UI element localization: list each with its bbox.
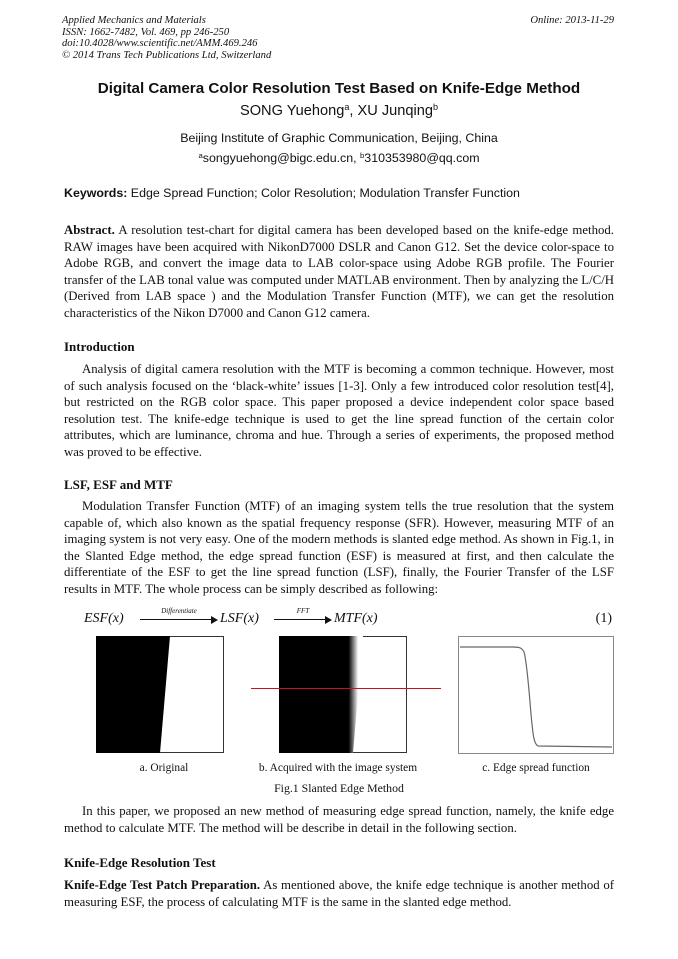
sampling-line [251,688,441,689]
lsf-paragraph: Modulation Transfer Function (MTF) of an imaging system tells the true resolution that the system capable of, which also known as the spatial frequency response (SFR). However, measuring MTF of an imaging system is not very easy. One of the modern methods is slanted edge method. As shown in Fig.1, in the Slanted Edge method, the edge spread function (ESF) is measured at first, and then calculate the differentiate of the ESF to get the line spread function (LSF), finally, the Fourier Transfer of the LSF results in MTF. The whole process can be simply described as following: [64,499,614,596]
arrow-label-differentiate: Differentiate [161,607,197,615]
online-date: Online: 2013-11-29 [530,15,614,26]
author-separator: , [349,103,358,119]
figure-panel-original [96,636,224,753]
equation-lsf: LSF(x) [220,611,259,626]
section-heading-knife-edge: Knife-Edge Resolution Test [64,855,216,870]
author-name: XU Junqing [357,103,433,119]
black-slanted-region [96,636,170,753]
differentiate-arrow [140,607,218,629]
method-intro-paragraph: In this paper, we proposed an new method of measuring edge spread function, namely, the knife edge method to calculate MTF. The method will be describe in detail in the following section. [64,804,614,835]
email-superscript: b [360,150,365,160]
running-header [62,15,614,61]
equation-esf: ESF(x) [84,611,124,626]
arrow-shaft [140,619,212,620]
caption-b: b. Acquired with the image system [258,762,418,774]
email-link[interactable]: songyuehong@bigc.edu.cn [202,151,354,165]
equation-number: (1) [595,611,612,626]
email-superscript: a [198,150,203,160]
arrow-head-icon [211,616,218,624]
journal-name: Applied Mechanics and Materials [62,15,206,26]
keywords [64,186,614,200]
fft-arrow [274,607,332,629]
abstract-paragraph [64,222,614,322]
figure-panel-edge-spread [458,636,614,754]
figure-title: Fig.1 Slanted Edge Method [274,781,404,795]
author-superscript: a [344,102,350,113]
knife-edge-paragraph [64,877,614,910]
abstract-text: A resolution test-chart for digital camera has been developed based on the knife-edge method. RAW images have been acquired with NikonD7000 DSLR and Canon G12. Set the device color-space to Adobe RGB, and convert the image data to LAB color-space using Adobe RGB profile. The Fourier transfer of the LAB tonal value was computed under MATLAB environment. Then by analyzing the L/C/H (Derived from LAB space ) and the Modulation Transfer Function (MTF), we can get the resolution characteristics of the Nikon D7000 and Canon G12 camera. [64,223,614,320]
keywords-text: Edge Spread Function; Color Resolution; Modulation Transfer Function [127,186,520,200]
section-heading-introduction: Introduction [64,339,135,354]
equation-1 [84,607,612,635]
keywords-label: Keywords: [64,186,128,200]
plot-frame [459,637,614,754]
paper-title: Digital Camera Color Resolution Test Based on Knife-Edge Method [97,80,581,97]
figure-panel-acquired [279,636,407,753]
author-list [0,103,678,119]
copyright-line: © 2014 Trans Tech Publications Ltd, Switzerland [62,49,272,61]
email-separator: , [353,151,361,165]
subsection-label: Knife-Edge Test Patch Preparation. [64,878,261,892]
arrow-shaft [274,619,326,620]
abstract-label: Abstract. [64,223,115,237]
author-emails [0,151,678,165]
section-heading-lsf-esf-mtf: LSF, ESF and MTF [64,477,173,492]
email-link[interactable]: 310353980@qq.com [364,151,480,165]
arrow-label-fft: FFT [296,607,310,615]
doi-line: doi:10.4028/www.scientific.net/AMM.469.246 [62,38,258,50]
knife-edge-text: As mentioned above, the knife edge technique is another method of measuring ESF, the process of calculating MTF is the same in the slanted edge method. [64,878,614,909]
author-name: SONG Yuehong [239,103,345,119]
equation-mtf: MTF(x) [334,611,378,626]
caption-c: c. Edge spread function [482,762,590,774]
author-superscript: b [432,102,439,113]
arrow-head-icon [325,616,332,624]
issn-line: ISSN: 1662-7482, Vol. 469, pp 246-250 [62,26,230,38]
introduction-paragraph: Analysis of digital camera resolution with the MTF is becoming a common technique. However, most of such analysis focused on the ‘black-white’ issues [1-3]. Only a few introduced color resolution test[4], but restricted on the RGB color space. This paper proposed a device independent color space based resolution test. The knife-edge technique is used to get the line spread function of the certain color attributes, which are luminance, chroma and hue. Through a series of experiments, the proposed method was proved to be effective. [64,362,614,459]
affiliation: Beijing Institute of Graphic Communication, Beijing, China [180,131,498,145]
caption-a: a. Original [139,762,189,774]
